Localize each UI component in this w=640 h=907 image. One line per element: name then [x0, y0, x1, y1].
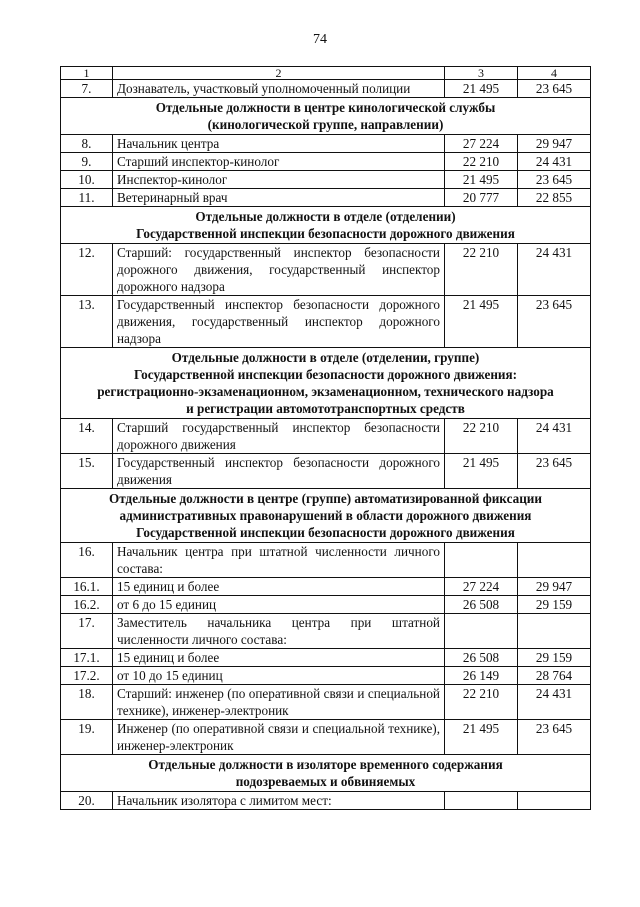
position-title: Заместитель начальника центра при штатной численности личного состава:: [113, 614, 445, 649]
salary-min: 20 777: [445, 189, 518, 207]
table-header-row: [61, 67, 591, 80]
section-header-cell: [61, 348, 591, 419]
section-header-line: и регистрации автомототранспортных средств: [186, 401, 465, 416]
section-header-line: подозреваемых и обвиняемых: [235, 774, 416, 789]
table-row: [61, 419, 591, 454]
section-header-line: Государственной инспекции безопасности дорожного движения: [136, 525, 515, 540]
table-row: [61, 667, 591, 685]
salary-min: 22 210: [445, 419, 518, 454]
table-row: [61, 685, 591, 720]
salary-max: 24 431: [518, 244, 591, 296]
position-title: Ветеринарный врач: [113, 189, 445, 207]
row-number: 16.2.: [61, 596, 113, 614]
salary-max: 29 159: [518, 649, 591, 667]
position-title: Старший инспектор-кинолог: [113, 153, 445, 171]
table-row: [61, 596, 591, 614]
salary-max: 23 645: [518, 171, 591, 189]
section-header-line: Государственной инспекции безопасности дорожного движения:: [133, 367, 518, 382]
section-header-line: регистрационно-экзаменационном, экзаменационном, технического надзора: [97, 384, 554, 399]
salary-max: [518, 792, 591, 810]
table-row: [61, 153, 591, 171]
salary-max: 23 645: [518, 454, 591, 489]
position-title: от 10 до 15 единиц: [113, 667, 445, 685]
row-number: 8.: [61, 135, 113, 153]
row-number: 13.: [61, 296, 113, 348]
salary-max: [518, 614, 591, 649]
position-title: Старший: инженер (по оперативной связи и специальной технике), инженер-электроник: [113, 685, 445, 720]
position-title: Начальник центра: [113, 135, 445, 153]
row-number: 19.: [61, 720, 113, 755]
section-header-line: Отдельные должности в отделе (отделении): [195, 209, 456, 224]
salary-min: 22 210: [445, 153, 518, 171]
position-title: 15 единиц и более: [113, 578, 445, 596]
row-number: 17.: [61, 614, 113, 649]
section-header-line: административных правонарушений в области дорожного движения: [119, 508, 532, 523]
table-row: [61, 543, 591, 578]
row-number: 9.: [61, 153, 113, 171]
table-row: [61, 135, 591, 153]
table-row: [61, 80, 591, 98]
salary-max: 23 645: [518, 80, 591, 98]
section-header-line: Отдельные должности в центре кинологической службы: [155, 100, 496, 115]
salary-min: [445, 543, 518, 578]
salary-max: 22 855: [518, 189, 591, 207]
salary-min: 21 495: [445, 296, 518, 348]
salary-min: [445, 792, 518, 810]
salary-min: 21 495: [445, 720, 518, 755]
section-header-row: [61, 489, 591, 543]
table-row: [61, 578, 591, 596]
salary-max: [518, 543, 591, 578]
table-row: [61, 792, 591, 810]
salary-min: [445, 614, 518, 649]
section-header-row: [61, 98, 591, 135]
salary-min: 26 508: [445, 596, 518, 614]
header-cell: 2: [113, 67, 445, 80]
salary-min: 22 210: [445, 685, 518, 720]
position-title: Старший: государственный инспектор безопасности дорожного движения, государственный инспектор дорожного надзора: [113, 244, 445, 296]
table-row: [61, 614, 591, 649]
salary-min: 26 508: [445, 649, 518, 667]
table-row: [61, 649, 591, 667]
salary-min: 21 495: [445, 454, 518, 489]
salary-max: 29 947: [518, 578, 591, 596]
section-header-line: Государственной инспекции безопасности дорожного движения: [136, 226, 515, 241]
table-row: [61, 189, 591, 207]
section-header-cell: [61, 207, 591, 244]
position-title: от 6 до 15 единиц: [113, 596, 445, 614]
position-title: Инспектор-кинолог: [113, 171, 445, 189]
position-title: Начальник изолятора с лимитом мест:: [113, 792, 445, 810]
position-title: 15 единиц и более: [113, 649, 445, 667]
position-title: Государственный инспектор безопасности дорожного движения: [113, 454, 445, 489]
table-row: [61, 454, 591, 489]
header-cell: 3: [445, 67, 518, 80]
salary-min: 26 149: [445, 667, 518, 685]
salary-max: 29 947: [518, 135, 591, 153]
row-number: 11.: [61, 189, 113, 207]
page-number: 74: [313, 32, 327, 47]
position-title: Старший государственный инспектор безопасности дорожного движения: [113, 419, 445, 454]
table-row: [61, 244, 591, 296]
section-header-row: [61, 755, 591, 792]
row-number: 10.: [61, 171, 113, 189]
salary-max: 29 159: [518, 596, 591, 614]
section-header-line: (кинологической группе, направлении): [207, 117, 444, 132]
position-title: Начальник центра при штатной численности личного состава:: [113, 543, 445, 578]
salary-max: 23 645: [518, 296, 591, 348]
row-number: 17.1.: [61, 649, 113, 667]
section-header-row: [61, 348, 591, 419]
row-number: 12.: [61, 244, 113, 296]
row-number: 18.: [61, 685, 113, 720]
header-cell: 1: [61, 67, 113, 80]
section-header-cell: [61, 755, 591, 792]
table-row: [61, 171, 591, 189]
salary-min: 27 224: [445, 135, 518, 153]
section-header-line: Отдельные должности в центре (группе) автоматизированной фиксации: [109, 491, 542, 506]
section-header-line: Отдельные должности в изоляторе временного содержания: [148, 757, 503, 772]
salary-max: 23 645: [518, 720, 591, 755]
salary-max: 24 431: [518, 153, 591, 171]
salary-min: 21 495: [445, 80, 518, 98]
salary-min: 22 210: [445, 244, 518, 296]
row-number: 14.: [61, 419, 113, 454]
row-number: 17.2.: [61, 667, 113, 685]
row-number: 7.: [61, 80, 113, 98]
row-number: 15.: [61, 454, 113, 489]
row-number: 20.: [61, 792, 113, 810]
row-number: 16.1.: [61, 578, 113, 596]
position-title: Государственный инспектор безопасности дорожного движения, государственный инспектор дорожного надзора: [113, 296, 445, 348]
position-title: Дознаватель, участковый уполномоченный полиции: [113, 80, 445, 98]
salary-max: 24 431: [518, 685, 591, 720]
row-number: 16.: [61, 543, 113, 578]
salary-min: 21 495: [445, 171, 518, 189]
section-header-cell: [61, 98, 591, 135]
table-row: [61, 720, 591, 755]
position-title: Инженер (по оперативной связи и специальной технике), инженер-электроник: [113, 720, 445, 755]
section-header-line: Отдельные должности в отделе (отделении, группе): [171, 350, 480, 365]
section-header-cell: [61, 489, 591, 543]
salary-max: 24 431: [518, 419, 591, 454]
salary-max: 28 764: [518, 667, 591, 685]
salary-min: 27 224: [445, 578, 518, 596]
section-header-row: [61, 207, 591, 244]
salary-table: [60, 66, 591, 810]
table-row: [61, 296, 591, 348]
header-cell: 4: [518, 67, 591, 80]
